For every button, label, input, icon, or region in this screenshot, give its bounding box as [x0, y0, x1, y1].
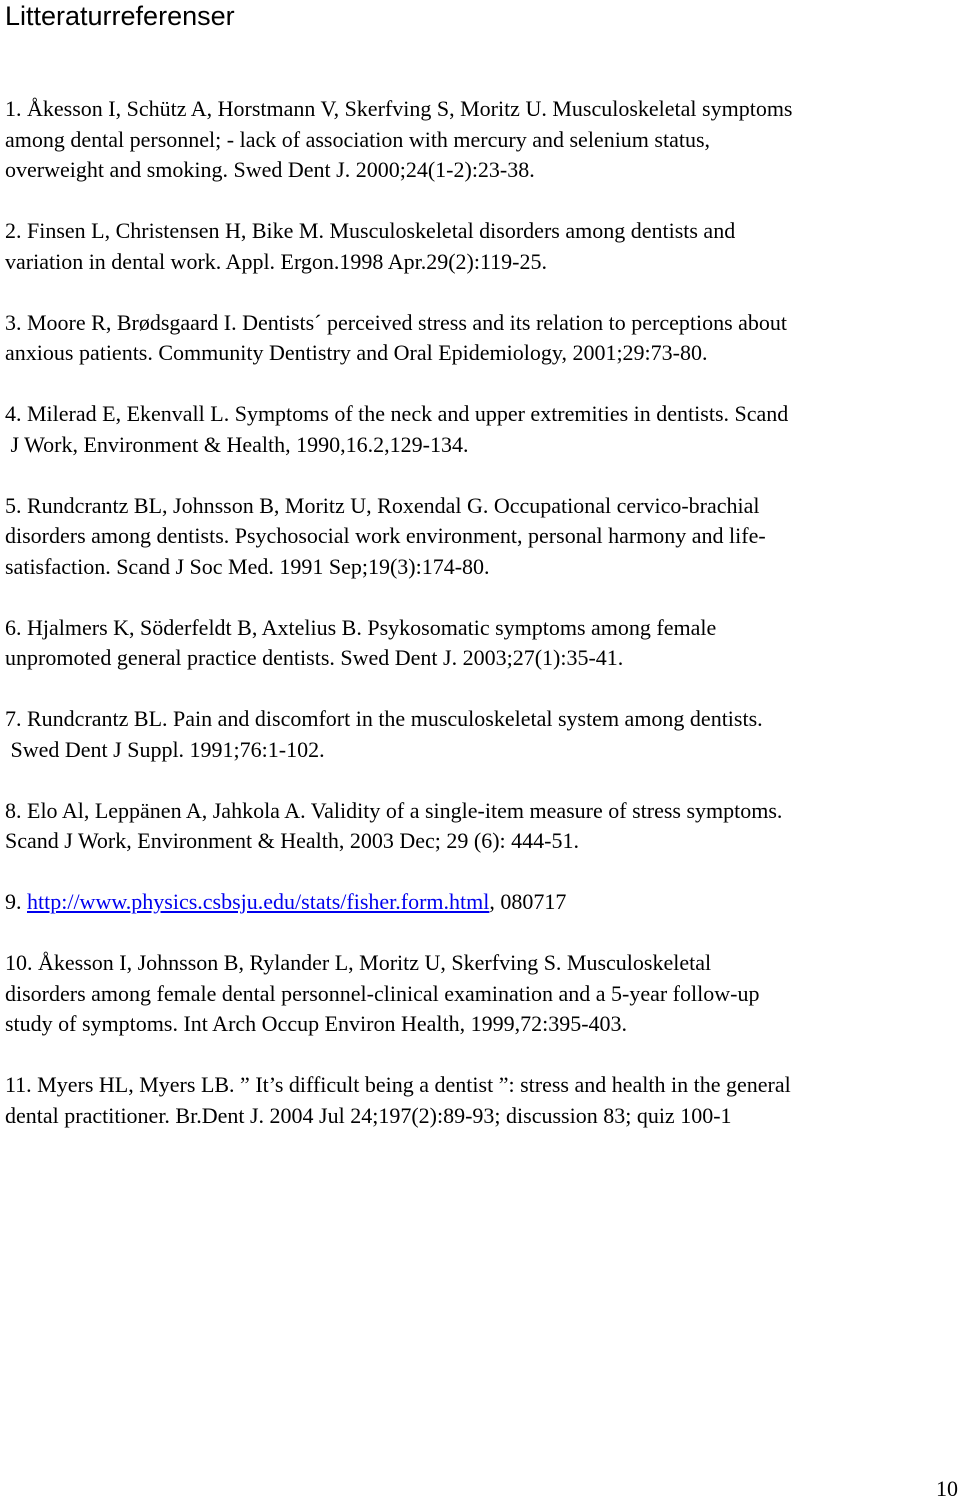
reference-line: J Work, Environment & Health, 1990,16.2,129-134. — [5, 431, 469, 457]
reference-item-9 — [5, 887, 955, 948]
reference-line: disorders among dentists. Psychosocial work environment, personal harmony and life- — [5, 523, 766, 548]
reference-spacer — [5, 369, 955, 400]
reference-item-4 — [5, 399, 955, 491]
reference-item-1 — [5, 94, 955, 216]
reference-spacer — [5, 857, 955, 888]
reference-line: 1. Åkesson I, Schütz A, Horstmann V, Skerfving S, Moritz U. Musculoskeletal symptoms — [5, 96, 793, 121]
reference-item-2 — [5, 216, 955, 308]
reference-item-7 — [5, 704, 955, 796]
reference-line: 11. Myers HL, Myers LB. ” It’s difficult being a dentist ”: stress and health in the general — [5, 1072, 791, 1097]
reference-line: unpromoted general practice dentists. Swed Dent J. 2003;27(1):35-41. — [5, 645, 624, 670]
reference-item-8 — [5, 796, 955, 888]
reference-line: 5. Rundcrantz BL, Johnsson B, Moritz U, Roxendal G. Occupational cervico-brachial — [5, 492, 760, 518]
reference-line: study of symptoms. Int Arch Occup Environ Health, 1999,72:395-403. — [5, 1011, 628, 1036]
reference-spacer — [5, 1040, 955, 1071]
reference-line: Scand J Work, Environment & Health, 2003 Dec; 29 (6): 444-51. — [5, 828, 579, 853]
reference-item-6 — [5, 613, 955, 705]
reference-access-date: , 080717 — [489, 889, 567, 914]
reference-line: satisfaction. Scand J Soc Med. 1991 Sep;19(3):174-80. — [5, 553, 490, 579]
page-number: 10 — [936, 1476, 958, 1501]
reference-line: 7. Rundcrantz BL. Pain and discomfort in the musculoskeletal system among dentists. — [5, 706, 763, 731]
reference-line: 6. Hjalmers K, Söderfeldt B, Axtelius B. Psykosomatic symptoms among female — [5, 614, 717, 640]
reference-line: dental practitioner. Br.Dent J. 2004 Jul 24;197(2):89-93; discussion 83; quiz 100-1 — [5, 1102, 732, 1128]
reference-line: 10. Åkesson I, Johnsson B, Rylander L, Moritz U, Skerfving S. Musculoskeletal — [5, 950, 712, 975]
reference-spacer — [5, 765, 955, 796]
reference-item-11 — [5, 1070, 955, 1131]
reference-line: 8. Elo Al, Leppänen A, Jahkola A. Validity of a single-item measure of stress symptoms. — [5, 797, 783, 823]
reference-line: Swed Dent J Suppl. 1991;76:1-102. — [5, 736, 325, 762]
reference-spacer — [5, 460, 955, 491]
reference-item-5 — [5, 491, 955, 613]
reference-item-10 — [5, 948, 955, 1070]
reference-spacer — [5, 582, 955, 613]
reference-line: overweight and smoking. Swed Dent J. 2000;24(1-2):23-38. — [5, 157, 535, 182]
reference-spacer — [5, 277, 955, 308]
reference-line: among dental personnel; - lack of association with mercury and selenium status, — [5, 126, 711, 152]
reference-line: disorders among female dental personnel-clinical examination and a 5-year follow-up — [5, 980, 760, 1006]
reference-line: 2. Finsen L, Christensen H, Bike M. Musculoskeletal disorders among dentists and — [5, 218, 736, 243]
reference-spacer — [5, 186, 955, 217]
page-heading: Litteraturreferenser — [5, 1, 235, 31]
reference-spacer — [5, 918, 955, 949]
reference-number: 9. — [5, 889, 27, 914]
reference-line: 4. Milerad E, Ekenvall L. Symptoms of the neck and upper extremities in dentists. Scand — [5, 401, 789, 426]
reference-line: anxious patients. Community Dentistry and Oral Epidemiology, 2001;29:73-80. — [5, 340, 708, 365]
reference-spacer — [5, 674, 955, 705]
reference-item-3 — [5, 308, 955, 400]
reference-line: variation in dental work. Appl. Ergon.1998 Apr.29(2):119-25. — [5, 248, 547, 274]
reference-line — [5, 887, 955, 918]
reference-link[interactable]: http://www.physics.csbsju.edu/stats/fisher.form.html — [27, 889, 490, 914]
reference-line: 3. Moore R, Brødsgaard I. Dentists´ perceived stress and its relation to perceptions about — [5, 309, 788, 335]
reference-list — [5, 94, 955, 1131]
